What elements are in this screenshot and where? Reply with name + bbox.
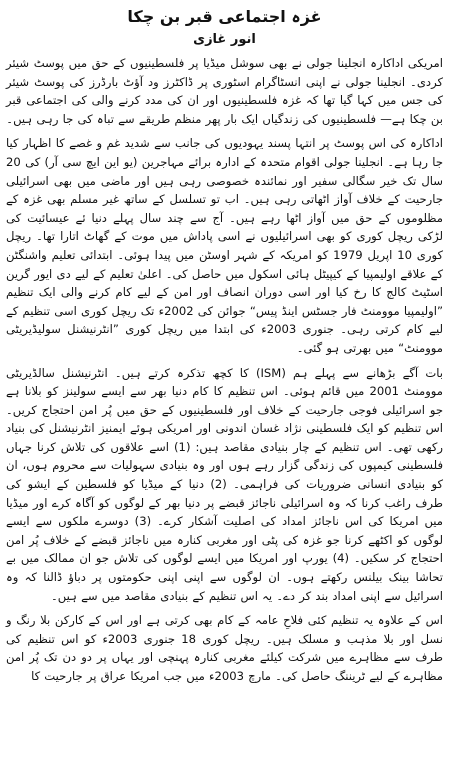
- article-paragraph: اداکارہ کی اس پوسٹ پر انتہا پسند یہودیوں کی جانب سے شدید غم و غصے کا اظہار کیا جا رہا ہے۔ انجلینا جولی اقوام متحدہ کے ادارہ برائے مہاجرین (یو این ایچ سی آر) کی 20 سال تک خیر سگالی سفیر اور نمائندہ خصوصی رہی ہیں اور ماضی میں بھی اسرائیلی جارحیت کے خلاف آواز اٹھاتی رہی ہیں۔ اب تو تسلسل کے ساتھ غیر مسلم بھی غزہ کے مظلوموں کے حق میں آواز اٹھا رہے ہیں۔ آج سے چند سال پہلے دنیا ئے عیسائیت کی لڑکی ریچل کوری کو بھی اسرائیلیوں نے اسی پاداش میں موت کے گھاٹ اتارا تھا۔ ریچل کوری 10 اپریل 1979 کو امریکہ کے شہر اوسٹن میں پیدا ہوئی۔ ابتدائی تعلیم واشنگٹن کے علاقے اولیمپیا کے کیپیٹل ہائی اسکول میں حاصل کی۔ اعلیٰ تعلیم کے لیے دی ایور گرین اسٹیٹ کالج کا رخ کیا اور اسی دوران انصاف اور امن کے لیے کام کرنے والی ایک تنظیم ”اولیمپیا موومنٹ فار جسٹس اینڈ پیس“ جوائن کی 2002ء تک ریچل کوری اسی تنظیم کے لیے کام کرتی رہی۔ جنوری 2003ء کی ابتدا میں ریچل کوری ”انٹرنیشنل سولیڈیریٹی موومنٹ“ میں بھرتی ہو گئی۔: [6, 136, 443, 355]
- article-paragraph: اس کے علاوہ یہ تنظیم کئی فلاحِ عامہ کے کام بھی کرتی ہے اور اس کے کارکن بلا رنگ و نسل اور بلا مذہب و مسلک ہیں۔ ریچل کوری 18 جنوری 2003ء کو اس تنظیم کی طرف سے مظاہرے میں شرکت کیلئے مغربی کنارہ پہنچی اور یہاں پر دو دن تک پُر امن مظاہرے کے لیے ٹریننگ حاصل کی۔ مارچ 2003ء میں جب امریکا عراق پر جارحیت کا: [6, 613, 443, 683]
- article-paragraph: بات آگے بڑھانے سے پہلے ہم (ISM) کا کچھ تذکرہ کرتے ہیں۔ انٹرنیشنل سالڈیریٹی موومنٹ 2001 میں قائم ہوئی۔ اس تنظیم کا کام دنیا بھر سے ایسے سولینز کو بلانا ہے جو اسرائیلی فوجی جارحیت کے خلاف اور فلسطینیوں کے حق میں پُر امن احتجاج کریں۔ اس تنظیم کو ایک فلسطینی نژاد غسان اندونی اور امریکی ہوئے ایمنیز انٹرنیشنل کی بنیاد رکھی تھی۔ اس تنظیم کے چار بنیادی مقاصد ہیں: (1) اسے علاقوں کی تلاش کرنا جہاں فلسطینی کیمپوں کی زندگی گزار رہے ہوں اور وہ بنیادی سہولیات سے محروم ہوں، ان کو بنیادی انسانی ضروریات کی فراہمی۔ (2) دنیا کے میڈیا کو فلسطین کے ایشو کی طرف راغب کرنا کہ وہ اسرائیلی ناجائز قبضے پر دنیا بھر کے لوگوں کو آگاہ کرے اور میڈیا میں امریکا کی اس ناجائز امداد کی اصلیت آشکار کرے۔ (3) دوسرے ملکوں سے ایسے لوگوں کو اکٹھے کرنا جو غزہ کی پٹی اور مغربی کنارہ میں ناجائز قبضے کے خلاف پُر امن احتجاج کر سکیں۔ (4) یورپ اور امریکا میں ایسے لوگوں کی تلاش جو ان ممالک میں بے تحاشا بینک بیلنس رکھتے ہوں۔ ان لوگوں سے اپنی اپنی حکومتوں پر دباؤ ڈالنا کہ وہ اسرائیل سے اپنی امداد بند کر دے۔ یہ اس تنظیم کے بنیادی مقاصد میں سے ہیں۔: [6, 365, 444, 603]
- article-author: انور غازی: [193, 32, 256, 47]
- article-paragraph: امریکی اداکارہ انجلینا جولی نے بھی سوشل میڈیا پر فلسطینیوں کے حق میں پوسٹ شیئر کردی۔ انجلینا جولی نے اپنی انسٹاگرام اسٹوری پر ڈاکٹرز ود آؤٹ بارڈرز کی پوسٹ شیئر کی جس میں کہا گیا تھا کہ غزہ فلسطینیوں اور ان کی مدد کرنے والی کی اجتماعی قبر بن چکا ہے— فلسطینیوں کی زندگیاں ایک بار پھر منظم طریقے سے تباہ کی جا رہی ہیں۔: [6, 56, 443, 126]
- article-title: غزہ اجتماعی قبر بن چکا: [127, 7, 322, 26]
